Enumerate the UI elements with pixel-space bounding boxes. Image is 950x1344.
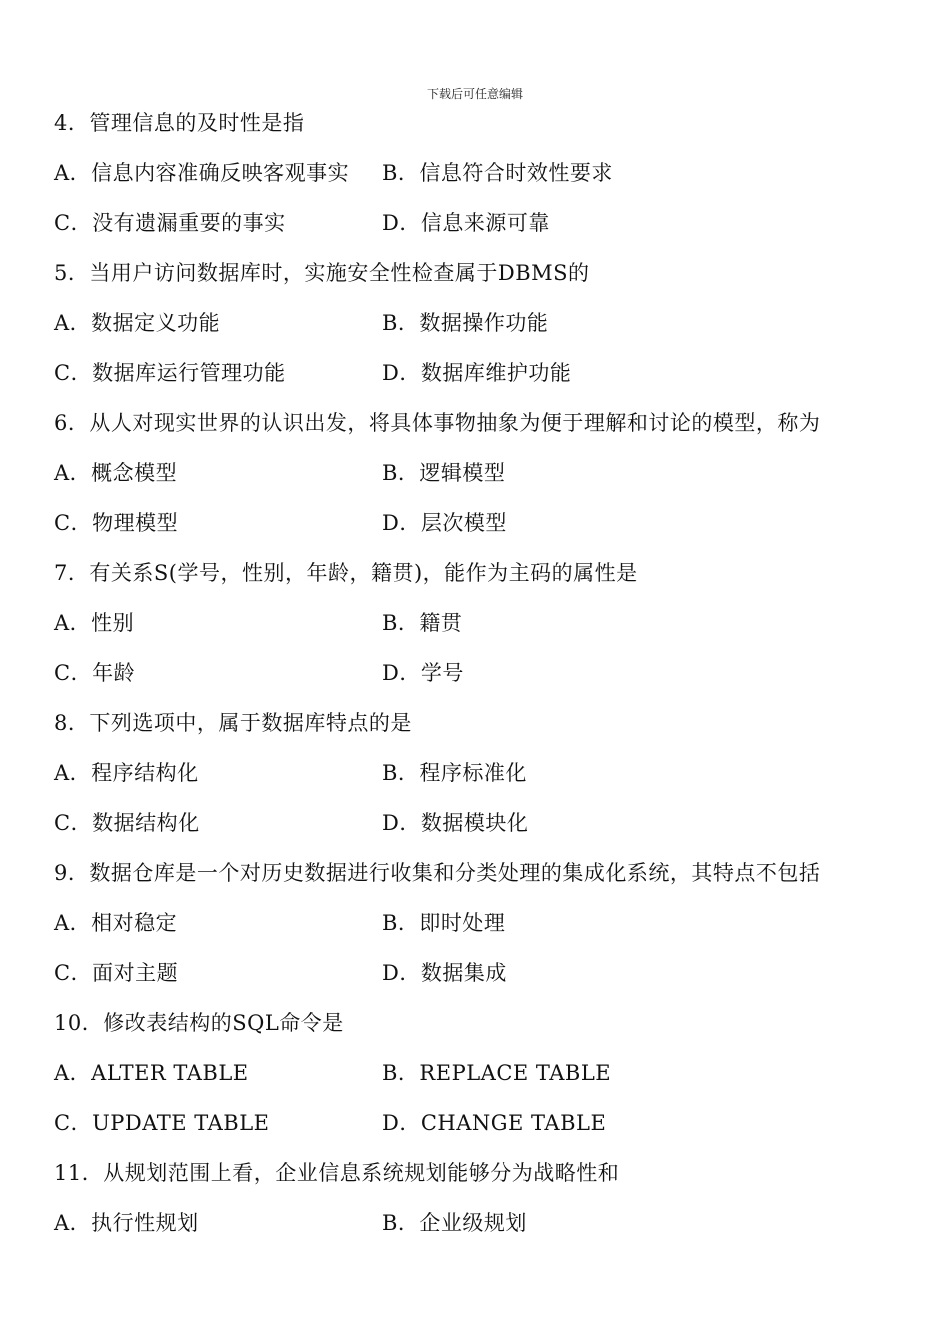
question-9-options-row-2 xyxy=(54,956,934,1006)
header-note: 下载后可任意编辑 xyxy=(426,87,523,101)
question-7-option-d: D．学号 xyxy=(382,661,464,685)
question-6-option-d: D．层次模型 xyxy=(382,511,507,535)
question-5-option-a: A．数据定义功能 xyxy=(54,311,221,335)
question-6-options-row-2 xyxy=(54,506,934,556)
question-4-stem: 4．管理信息的及时性是指 xyxy=(54,111,305,135)
question-7-options-row-2 xyxy=(54,656,934,706)
question-6-options-row-1 xyxy=(54,456,934,506)
question-10-stem: 10．修改表结构的SQL命令是 xyxy=(54,1011,344,1035)
question-10-options-row-2 xyxy=(54,1106,934,1156)
question-11-option-a: A．执行性规划 xyxy=(54,1211,199,1235)
question-11-option-b: B．企业级规划 xyxy=(382,1211,527,1235)
question-10-options-row-1 xyxy=(54,1056,934,1106)
question-6-option-c: C．物理模型 xyxy=(54,511,179,535)
question-9-option-d: D．数据集成 xyxy=(382,961,507,985)
question-9-option-c: C．面对主题 xyxy=(54,961,179,985)
question-5-stem: 5．当用户访问数据库时，实施安全性检查属于DBMS的 xyxy=(54,261,590,285)
question-7-stem: 7．有关系S(学号，性别，年龄，籍贯)，能作为主码的属性是 xyxy=(54,561,638,585)
question-9-options-row-1 xyxy=(54,906,934,956)
question-7-options-row-1 xyxy=(54,606,934,656)
question-5-options-row-1 xyxy=(54,306,934,356)
question-8-option-a: A．程序结构化 xyxy=(54,761,199,785)
question-7-option-b: B．籍贯 xyxy=(382,611,463,635)
question-8-options-row-1 xyxy=(54,756,934,806)
question-5-option-c: C．数据库运行管理功能 xyxy=(54,361,286,385)
question-4-options-row-1 xyxy=(54,156,934,206)
question-10-option-a: A．ALTER TABLE xyxy=(54,1061,249,1085)
question-9-option-a: A．相对稳定 xyxy=(54,911,178,935)
question-4-option-d: D．信息来源可靠 xyxy=(382,211,550,235)
question-8-options-row-2 xyxy=(54,806,934,856)
question-6-option-a: A．概念模型 xyxy=(54,461,178,485)
question-11-stem: 11．从规划范围上看，企业信息系统规划能够分为战略性和 xyxy=(54,1161,620,1185)
question-5-option-d: D．数据库维护功能 xyxy=(382,361,572,385)
question-7-option-a: A．性别 xyxy=(54,611,135,635)
question-4-options-row-2 xyxy=(54,206,934,256)
question-4-option-b: B．信息符合时效性要求 xyxy=(382,161,613,185)
question-4-option-a: A．信息内容准确反映客观事实 xyxy=(54,161,350,185)
question-10-option-c: C．UPDATE TABLE xyxy=(54,1111,270,1135)
question-8-option-c: C．数据结构化 xyxy=(54,811,200,835)
question-9-stem: 9．数据仓库是一个对历史数据进行收集和分类处理的集成化系统，其特点不包括 xyxy=(54,861,821,885)
question-10-option-b: B．REPLACE TABLE xyxy=(382,1061,612,1085)
question-8-option-d: D．数据模块化 xyxy=(382,811,529,835)
question-6-option-b: B．逻辑模型 xyxy=(382,461,506,485)
question-11-options-row-1 xyxy=(54,1206,934,1256)
question-5-option-b: B．数据操作功能 xyxy=(382,311,549,335)
question-8-option-b: B．程序标准化 xyxy=(382,761,527,785)
question-4-option-c: C．没有遗漏重要的事实 xyxy=(54,211,286,235)
question-8-stem: 8．下列选项中，属于数据库特点的是 xyxy=(54,711,412,735)
question-7-option-c: C．年龄 xyxy=(54,661,136,685)
question-9-option-b: B．即时处理 xyxy=(382,911,506,935)
question-6-stem: 6．从人对现实世界的认识出发，将具体事物抽象为便于理解和讨论的模型，称为 xyxy=(54,411,821,435)
question-list xyxy=(54,106,934,1256)
question-10-option-d: D．CHANGE TABLE xyxy=(382,1111,607,1135)
question-5-options-row-2 xyxy=(54,356,934,406)
